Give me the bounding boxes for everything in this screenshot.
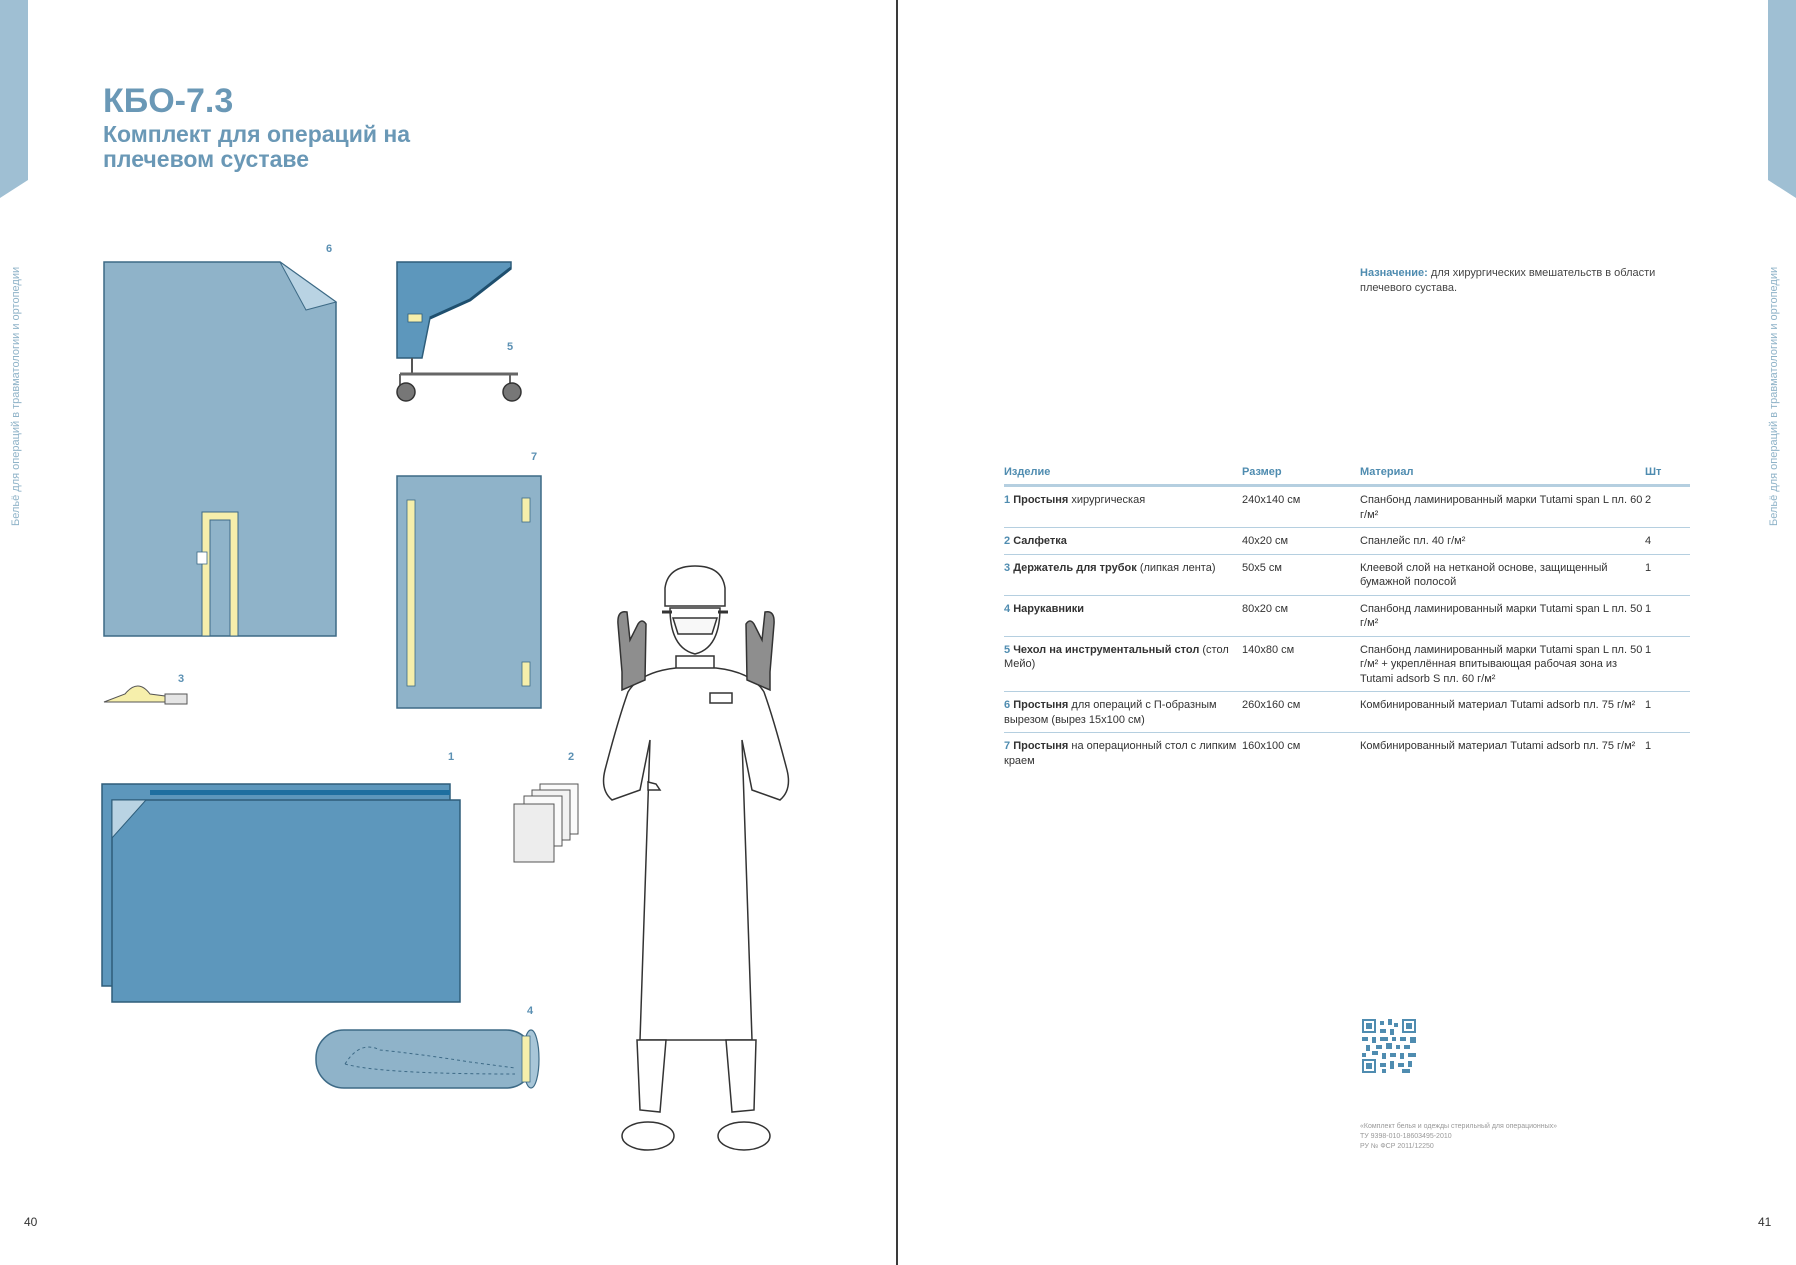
table-row [1004, 692, 1690, 733]
certificate-line: ТУ 9398-010-18603495-2010 [1360, 1133, 1452, 1140]
certificate-info [1360, 1122, 1680, 1152]
item-cell [1004, 595, 1242, 636]
mayo-cover-5-illustration [397, 262, 521, 401]
callout-4: 4 [527, 1005, 534, 1017]
table-row [1004, 733, 1690, 774]
item-name: Нарукавники [1013, 602, 1084, 615]
header-material: Материал [1360, 462, 1645, 486]
material-cell: Спанбонд ламинированный марки Tutami span L пл. 50 г/м² [1360, 595, 1645, 636]
size-cell: 260х160 см [1242, 692, 1360, 733]
section-tab [1768, 0, 1796, 198]
item-cell [1004, 486, 1242, 528]
item-number: 6 [1004, 699, 1011, 711]
item-desc: (липкая лента) [1136, 561, 1216, 574]
item-name: Держатель для трубок [1013, 561, 1137, 574]
size-cell: 80х20 см [1242, 595, 1360, 636]
item-cell [1004, 554, 1242, 595]
item-number: 4 [1004, 602, 1011, 615]
callout-7: 7 [531, 451, 538, 463]
purpose-label: Назначение: [1360, 267, 1428, 279]
material-cell: Комбинированный материал Tutami adsorb пл. 75 г/м² [1360, 740, 1636, 752]
surgeon-figure-illustration [604, 566, 789, 1150]
item-name: Простыня [1013, 699, 1069, 711]
purpose-text [1360, 266, 1700, 296]
table-row [1004, 595, 1690, 636]
callout-2: 2 [568, 751, 575, 763]
qr-code[interactable] [1362, 1019, 1416, 1073]
table-row [1004, 528, 1690, 555]
qty-cell: 1 [1645, 740, 1652, 752]
table-row [1004, 636, 1690, 692]
callout-6: 6 [326, 243, 333, 255]
item-number: 1 [1004, 494, 1011, 506]
callout-3: 3 [178, 673, 185, 685]
product-code-title: КБО-7.3 [103, 82, 234, 120]
material-cell: Клеевой слой на нетканой основе, защищенный бумажной полосой [1360, 554, 1645, 595]
size-cell: 40х20 см [1242, 528, 1360, 555]
sleeve-4-illustration [316, 1030, 539, 1088]
book-spine [896, 0, 898, 1265]
item-name: Чехол на инструментальный стол [1013, 643, 1200, 656]
material-cell: Спанбонд ламинированный марки Tutami span L пл. 50 г/м² + укреплённая впитывающая рабочая зона из Tutami adsorb S пл. 60 г/м² [1360, 636, 1645, 692]
section-side-label: Бельё для операций в травматологии и ортопедии [10, 266, 22, 526]
item-number: 2 [1004, 535, 1011, 547]
qty-cell: 1 [1645, 554, 1690, 595]
left-page [0, 0, 897, 1265]
size-cell: 160х100 см [1242, 740, 1301, 752]
table-row [1004, 486, 1690, 528]
item-cell [1004, 528, 1242, 555]
item-cell [1004, 636, 1242, 692]
callout-1: 1 [448, 751, 455, 763]
kit-illustration [0, 0, 897, 1265]
material-cell: Спанбонд ламинированный марки Tutami span L пл. 60 г/м² [1360, 486, 1645, 528]
purpose-body: для хирургических вмешательств в области плечевого сустава. [1360, 267, 1656, 294]
size-cell: 50х5 см [1242, 554, 1360, 595]
drape-6-illustration [104, 262, 336, 636]
qty-cell: 4 [1645, 528, 1690, 555]
callout-5: 5 [507, 341, 514, 353]
table-row [1004, 554, 1690, 595]
item-desc: для операций с П-образным вырезом (вырез 15х100 см) [1004, 699, 1217, 726]
material-cell: Спанлейс пл. 40 г/м² [1360, 528, 1645, 555]
item-name: Простыня [1013, 494, 1069, 506]
section-side-label: Бельё для операций в травматологии и ортопедии [1768, 266, 1780, 526]
item-number: 3 [1004, 561, 1011, 574]
item-name: Простыня [1013, 740, 1069, 752]
size-cell: 240х140 см [1242, 486, 1360, 528]
qty-cell: 2 [1645, 486, 1690, 528]
page-number: 40 [24, 1215, 38, 1229]
page-number: 41 [1758, 1215, 1772, 1229]
table-header-row [1004, 462, 1690, 486]
product-subtitle: Комплект для операций на плечевом суставе [103, 121, 411, 172]
header-size: Размер [1242, 462, 1360, 486]
item-cell [1004, 733, 1242, 774]
qty-cell: 1 [1645, 692, 1690, 733]
table-sheet-7-illustration [397, 476, 541, 708]
certificate-line: РУ № ФСР 2011/12250 [1360, 1143, 1434, 1150]
tube-holder-3-illustration [104, 686, 187, 704]
item-number: 5 [1004, 643, 1011, 656]
item-desc: на операционный стол с липким краем [1004, 740, 1237, 767]
item-desc: хирургическая [1068, 494, 1146, 506]
header-item: Изделие [1004, 462, 1242, 486]
qty-cell: 1 [1645, 595, 1690, 636]
item-cell [1004, 692, 1242, 733]
kit-contents-table [1004, 462, 1690, 773]
material-cell: Комбинированный материал Tutami adsorb пл. 75 г/м² [1360, 692, 1645, 733]
napkins-2-illustration [514, 784, 578, 862]
header-qty: Шт [1645, 462, 1690, 486]
certificate-line: «Комплект белья и одежды стерильный для операционных» [1360, 1123, 1558, 1130]
item-desc: (стол Мейо) [1004, 643, 1229, 670]
item-number: 7 [1004, 740, 1011, 752]
qty-cell: 1 [1645, 636, 1690, 692]
size-cell: 140х80 см [1242, 636, 1360, 692]
item-name: Салфетка [1013, 535, 1067, 547]
surgical-sheet-1-illustration [102, 784, 460, 1002]
